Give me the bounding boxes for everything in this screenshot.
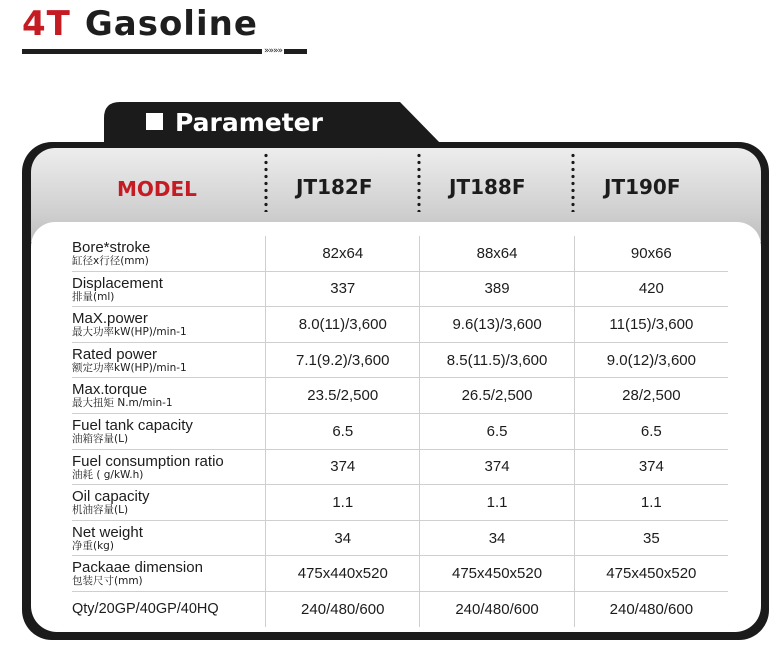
arrows-icon: »»»» xyxy=(264,46,283,56)
row-label-english: Displacement xyxy=(72,274,163,292)
table-row xyxy=(72,556,728,592)
row-label-english: MaX.power xyxy=(72,310,148,328)
row-label-english: Fuel consumption ratio xyxy=(72,452,224,470)
row-label xyxy=(72,272,265,307)
model-header: MODEL xyxy=(117,177,197,201)
table-row xyxy=(72,521,728,557)
table-cell: 475x440x520 xyxy=(265,556,419,591)
row-label-chinese: 油耗 ( g/kW.h) xyxy=(72,468,144,481)
table-cell: 8.0(11)/3,600 xyxy=(265,307,419,342)
row-label xyxy=(72,521,265,556)
row-label-english: Packaae dimension xyxy=(72,559,203,577)
table-cell: 28/2,500 xyxy=(574,378,728,413)
row-label-chinese: 最大扭矩 N.m/min-1 xyxy=(72,397,173,410)
table-cell: 82x64 xyxy=(265,236,419,271)
table-cell: 420 xyxy=(574,272,728,307)
table-cell: 88x64 xyxy=(419,236,573,271)
table-cell: 7.1(9.2)/3,600 xyxy=(265,343,419,378)
table-cell: 6.5 xyxy=(419,414,573,449)
table-row xyxy=(72,414,728,450)
row-label xyxy=(72,556,265,591)
row-label-english: Fuel tank capacity xyxy=(72,417,193,435)
table-row xyxy=(72,450,728,486)
table-row xyxy=(72,485,728,521)
row-label-chinese: 油箱容量(L) xyxy=(72,433,129,446)
table-row xyxy=(72,272,728,308)
table-row xyxy=(72,236,728,272)
table-row xyxy=(72,378,728,414)
square-bullet-icon xyxy=(146,113,163,130)
table-cell: 374 xyxy=(419,450,573,485)
table-cell: 6.5 xyxy=(265,414,419,449)
table-cell: 337 xyxy=(265,272,419,307)
section-title xyxy=(146,108,323,137)
table-cell: 34 xyxy=(419,521,573,556)
row-label xyxy=(72,450,265,485)
model-name-jt190f: JT190F xyxy=(604,175,681,199)
table-cell: 23.5/2,500 xyxy=(265,378,419,413)
row-label-english: Rated power xyxy=(72,345,158,363)
table-cell: 240/480/600 xyxy=(574,592,728,627)
table-cell: 475x450x520 xyxy=(419,556,573,591)
table-row xyxy=(72,307,728,343)
table-cell: 240/480/600 xyxy=(419,592,573,627)
table-cell: 6.5 xyxy=(574,414,728,449)
table-cell: 35 xyxy=(574,521,728,556)
row-label-chinese: 排量(ml) xyxy=(72,290,115,303)
row-label-chinese: 最大功率kW(HP)/min-1 xyxy=(72,326,187,339)
table-cell: 1.1 xyxy=(265,485,419,520)
title-number: 4T xyxy=(22,4,71,44)
row-label-english: Bore*stroke xyxy=(72,239,151,257)
table-cell: 9.6(13)/3,600 xyxy=(419,307,573,342)
row-label xyxy=(72,343,265,378)
table-cell: 26.5/2,500 xyxy=(419,378,573,413)
row-label xyxy=(72,592,265,627)
table-cell: 1.1 xyxy=(419,485,573,520)
table-cell: 374 xyxy=(574,450,728,485)
row-label-english: Oil capacity xyxy=(72,488,150,506)
table-cell: 389 xyxy=(419,272,573,307)
row-label-english: Net weight xyxy=(72,523,143,541)
dotted-divider xyxy=(417,152,421,212)
row-label-chinese: 净重(kg) xyxy=(72,539,114,552)
model-name-jt188f: JT188F xyxy=(449,175,526,199)
table-cell: 374 xyxy=(265,450,419,485)
table-cell: 90x66 xyxy=(574,236,728,271)
row-label-chinese: 缸径x行径(mm) xyxy=(72,255,149,268)
table-cell: 240/480/600 xyxy=(265,592,419,627)
table-cell: 8.5(11.5)/3,600 xyxy=(419,343,573,378)
table-cell: 9.0(12)/3,600 xyxy=(574,343,728,378)
row-label xyxy=(72,307,265,342)
row-label-english: Qty/20GP/40GP/40HQ xyxy=(72,600,219,617)
row-label xyxy=(72,414,265,449)
parameter-table xyxy=(72,236,728,627)
dotted-divider xyxy=(264,152,268,212)
row-label-chinese: 额定功率kW(HP)/min-1 xyxy=(72,361,187,374)
row-label-chinese: 包装尺寸(mm) xyxy=(72,575,143,588)
table-row xyxy=(72,592,728,627)
title-word: Gasoline xyxy=(84,4,258,44)
row-label xyxy=(72,378,265,413)
row-label xyxy=(72,236,265,271)
table-cell: 11(15)/3,600 xyxy=(574,307,728,342)
row-label xyxy=(72,485,265,520)
table-cell: 475x450x520 xyxy=(574,556,728,591)
section-title-text: Parameter xyxy=(175,108,323,137)
table-cell: 1.1 xyxy=(574,485,728,520)
dotted-divider xyxy=(571,152,575,212)
row-label-chinese: 机油容量(L) xyxy=(72,504,129,517)
row-label-english: Max.torque xyxy=(72,381,148,399)
table-row xyxy=(72,343,728,379)
table-cell: 34 xyxy=(265,521,419,556)
model-name-jt182f: JT182F xyxy=(296,175,373,199)
